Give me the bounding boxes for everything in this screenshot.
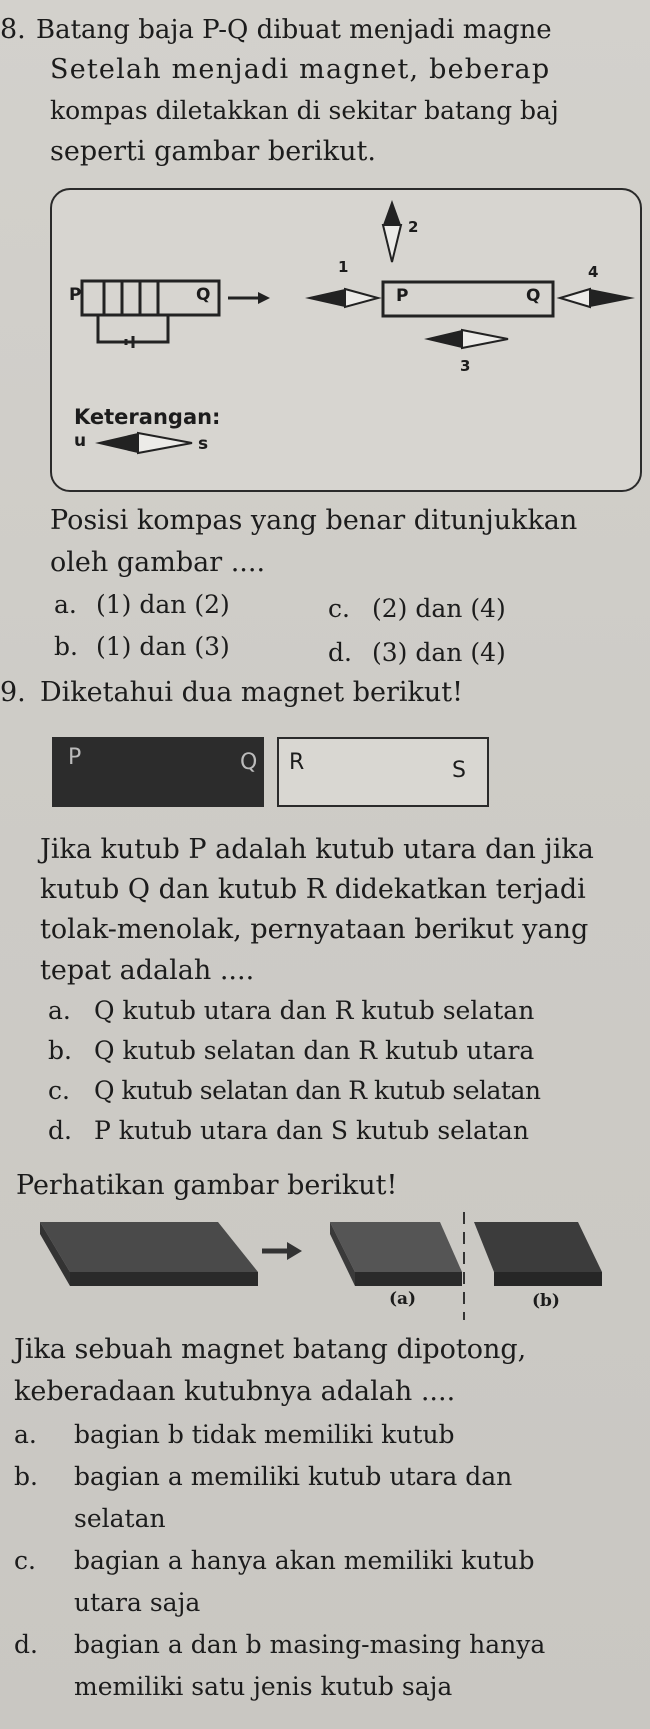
part-a-label: (a)	[389, 1289, 417, 1309]
compass-number-1: 1	[338, 258, 349, 276]
q8-option-a-letter: a.	[54, 590, 77, 619]
compass-1-north-icon	[305, 289, 345, 307]
q9-line-2: kutub Q dan kutub R didekatkan terjadi	[40, 874, 586, 905]
q10-option-b-line-2: selatan	[74, 1504, 166, 1533]
compass-4-south-icon	[560, 289, 590, 307]
q9-option-a-letter: a.	[48, 996, 71, 1025]
part-b-label: (b)	[532, 1291, 560, 1311]
q10-option-c-line-1: bagian a hanya akan memiliki kutub	[74, 1546, 535, 1575]
q9-option-c-text: Q kutub selatan dan R kutub selatan	[94, 1076, 541, 1105]
legend-compass-north-icon	[95, 433, 138, 453]
q9-line-3: tolak-menolak, pernyataan berikut yang	[40, 914, 589, 945]
q8-line-4: seperti gambar berikut.	[50, 136, 376, 167]
cut-magnet-figure	[0, 1210, 650, 1330]
q8-option-b-text: (1) dan (3)	[96, 632, 230, 661]
q10-option-d-letter: d.	[14, 1630, 38, 1659]
arrow-right-icon	[262, 1242, 302, 1260]
legend-compass-south-icon	[138, 433, 192, 453]
q8-option-b-letter: b.	[54, 632, 78, 661]
compass-3-south-icon	[462, 330, 508, 348]
part-b-top-face	[474, 1222, 602, 1272]
q8-question-line-1: Posisi kompas yang benar ditunjukkan	[50, 505, 578, 536]
compass-number-2: 2	[408, 218, 419, 236]
right-bar-label-p: P	[396, 286, 409, 306]
compass-number-3: 3	[460, 357, 471, 375]
question-8-number: 8.	[0, 14, 26, 45]
q9-option-d-letter: d.	[48, 1116, 72, 1145]
q9-line-1: Jika kutub P adalah kutub utara dan jika	[40, 834, 594, 865]
q10-option-d-line-2: memiliki satu jenis kutub saja	[74, 1672, 453, 1701]
q9-option-a-text: Q kutub utara dan R kutub selatan	[94, 996, 535, 1025]
q10-option-d-line-1: bagian a dan b masing-masing hanya	[74, 1630, 546, 1659]
right-bar-label-q: Q	[526, 286, 541, 306]
left-bar-label-q: Q	[196, 285, 211, 305]
legend-label-u: u	[74, 431, 87, 451]
q8-line-1: Batang baja P-Q dibuat menjadi magne	[36, 15, 552, 45]
part-a-front-face	[355, 1272, 462, 1286]
compass-4-north-icon	[590, 289, 635, 307]
q8-option-d-letter: d.	[328, 638, 352, 667]
q8-line-2: Setelah menjadi magnet, beberap	[50, 54, 551, 85]
q10-line-2: keberadaan kutubnya adalah ....	[14, 1376, 456, 1407]
compass-figure-drawing	[0, 0, 650, 520]
q10-option-b-line-1: bagian a memiliki kutub utara dan	[74, 1462, 513, 1491]
q9-option-c-letter: c.	[48, 1076, 70, 1105]
magnet-label-s: S	[452, 758, 466, 783]
q9-line-4: tepat adalah ....	[40, 955, 255, 986]
compass-1-south-icon	[345, 289, 378, 307]
q9-option-d-text: P kutub utara dan S kutub selatan	[94, 1116, 529, 1145]
magnet-label-r: R	[289, 750, 305, 775]
magnet-label-q: Q	[240, 750, 258, 775]
q8-option-a-text: (1) dan (2)	[96, 590, 230, 619]
question-9-number: 9.	[0, 677, 26, 708]
q10-intro: Perhatikan gambar berikut!	[16, 1170, 398, 1201]
compass-number-4: 4	[588, 263, 599, 281]
q8-line-3: kompas diletakkan di sekitar batang baj	[50, 96, 559, 125]
q9-intro: Diketahui dua magnet berikut!	[40, 677, 463, 708]
compass-2-south-icon	[383, 225, 401, 262]
q9-option-b-text: Q kutub selatan dan R kutub utara	[94, 1036, 535, 1065]
magnet-label-p: P	[68, 745, 82, 770]
magnet-top-face	[40, 1222, 258, 1272]
q9-option-b-letter: b.	[48, 1036, 72, 1065]
compass-2-north-icon	[383, 200, 401, 225]
q8-option-c-text: (2) dan (4)	[372, 594, 506, 623]
left-bar-label-p: P	[69, 285, 82, 305]
part-b-front-face	[494, 1272, 602, 1286]
q8-question-line-2: oleh gambar ....	[50, 547, 266, 578]
q10-line-1: Jika sebuah magnet batang dipotong,	[14, 1334, 527, 1365]
q10-option-a-line-1: bagian b tidak memiliki kutub	[74, 1420, 455, 1449]
q8-option-c-letter: c.	[328, 594, 350, 623]
compass-3-north-icon	[424, 330, 462, 348]
q10-option-c-line-2: utara saja	[74, 1588, 201, 1617]
q10-option-b-letter: b.	[14, 1462, 38, 1491]
q10-option-a-letter: a.	[14, 1420, 37, 1449]
magnet-front-face	[70, 1272, 258, 1286]
legend-title: Keterangan:	[74, 405, 221, 429]
legend-label-s: s	[198, 434, 209, 454]
magnet-pq	[52, 737, 264, 807]
q8-option-d-text: (3) dan (4)	[372, 638, 506, 667]
q10-option-c-letter: c.	[14, 1546, 36, 1575]
